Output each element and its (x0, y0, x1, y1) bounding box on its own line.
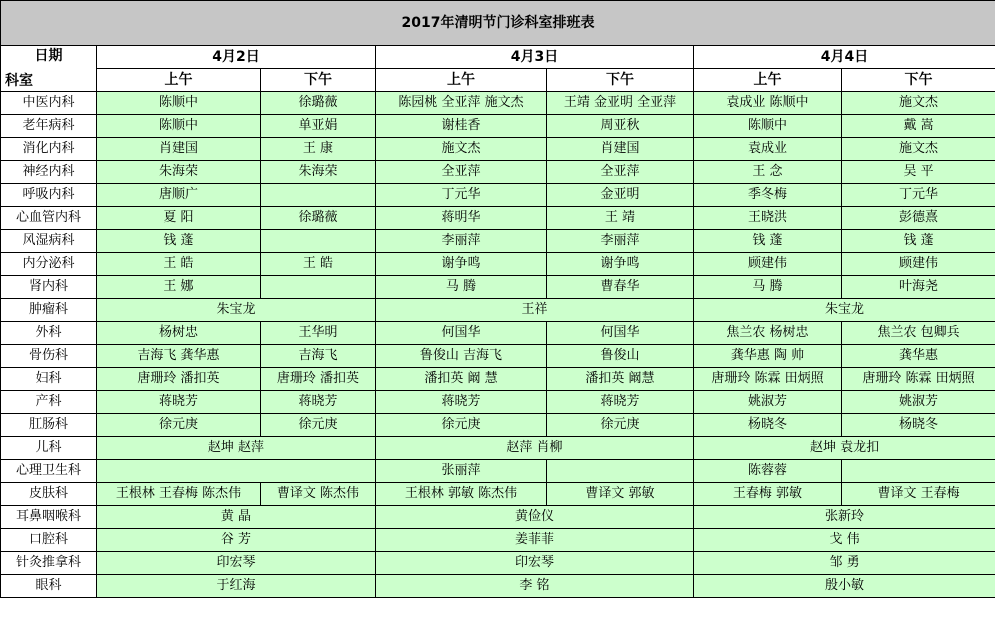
schedule-cell: 赵坤 赵萍 (97, 437, 376, 460)
schedule-cell: 施文杰 (842, 138, 995, 161)
period-header-am: 上午 (376, 69, 547, 92)
schedule-cell: 王根林 王春梅 陈杰伟 (97, 483, 261, 506)
schedule-cell: 王 皓 (261, 253, 376, 276)
table-row (1, 207, 995, 230)
schedule-cell: 施文杰 (376, 138, 547, 161)
schedule-cell: 夏 阳 (97, 207, 261, 230)
schedule-cell: 李 铭 (376, 575, 694, 598)
table-row (1, 92, 995, 115)
schedule-cell: 唐顺广 (97, 184, 261, 207)
schedule-cell: 李丽萍 (376, 230, 547, 253)
period-header-am: 上午 (694, 69, 842, 92)
table-row (1, 552, 995, 575)
schedule-cell: 杨晓冬 (842, 414, 995, 437)
schedule-cell: 徐璐薇 (261, 92, 376, 115)
schedule-cell: 徐璐薇 (261, 207, 376, 230)
schedule-cell: 谢争鸣 (376, 253, 547, 276)
schedule-cell: 肖建国 (547, 138, 694, 161)
schedule-cell (97, 460, 376, 483)
dept-cell: 中医内科 (1, 92, 97, 115)
schedule-cell: 焦兰农 包卿兵 (842, 322, 995, 345)
schedule-cell: 姜菲菲 (376, 529, 694, 552)
schedule-cell: 徐元庚 (97, 414, 261, 437)
dept-cell: 肿瘤科 (1, 299, 97, 322)
schedule-cell: 全亚萍 (376, 161, 547, 184)
schedule-cell: 徐元庚 (261, 414, 376, 437)
schedule-cell (261, 230, 376, 253)
schedule-cell: 何国华 (376, 322, 547, 345)
schedule-cell: 朱海荣 (261, 161, 376, 184)
schedule-cell: 李丽萍 (547, 230, 694, 253)
schedule-cell: 徐元庚 (547, 414, 694, 437)
schedule-cell: 龚华惠 (842, 345, 995, 368)
table-row (1, 345, 995, 368)
table-row (1, 115, 995, 138)
schedule-cell: 季冬梅 (694, 184, 842, 207)
schedule-cell: 马 腾 (694, 276, 842, 299)
schedule-cell: 钱 蓬 (694, 230, 842, 253)
schedule-cell: 谷 芳 (97, 529, 376, 552)
date-label: 日期 (34, 48, 63, 64)
table-row (1, 299, 995, 322)
table-row (1, 161, 995, 184)
schedule-cell: 叶海尧 (842, 276, 995, 299)
schedule-cell: 焦兰农 杨树忠 (694, 322, 842, 345)
schedule-cell: 印宏琴 (97, 552, 376, 575)
schedule-cell: 单亚娟 (261, 115, 376, 138)
schedule-cell: 谢桂香 (376, 115, 547, 138)
schedule-cell: 丁元华 (842, 184, 995, 207)
schedule-cell: 吉海飞 (261, 345, 376, 368)
schedule-cell: 王祥 (376, 299, 694, 322)
period-header-pm: 下午 (842, 69, 995, 92)
schedule-cell: 曹译文 王春梅 (842, 483, 995, 506)
schedule-cell: 钱 蓬 (97, 230, 261, 253)
period-header-pm: 下午 (261, 69, 376, 92)
schedule-cell: 袁成业 (694, 138, 842, 161)
schedule-cell: 王 康 (261, 138, 376, 161)
schedule-cell: 蒋晓芳 (261, 391, 376, 414)
dept-cell: 针灸推拿科 (1, 552, 97, 575)
table-row (1, 368, 995, 391)
schedule-cell: 于红海 (97, 575, 376, 598)
title-row (1, 1, 995, 46)
table-row (1, 460, 995, 483)
table-row (1, 483, 995, 506)
schedule-cell: 何国华 (547, 322, 694, 345)
date-header-1: 4月2日 (97, 46, 376, 69)
table-row (1, 322, 995, 345)
schedule-cell: 曹译文 郭敏 (547, 483, 694, 506)
schedule-cell: 王 皓 (97, 253, 261, 276)
schedule-cell: 印宏琴 (376, 552, 694, 575)
schedule-cell: 龚华惠 陶 帅 (694, 345, 842, 368)
schedule-cell (842, 460, 995, 483)
period-header-am: 上午 (97, 69, 261, 92)
table-row (1, 276, 995, 299)
table-row (1, 391, 995, 414)
table-row (1, 138, 995, 161)
table-row (1, 506, 995, 529)
schedule-cell: 唐珊玲 潘扣英 (261, 368, 376, 391)
schedule-cell (261, 276, 376, 299)
schedule-cell: 王春梅 郭敏 (694, 483, 842, 506)
schedule-cell: 殷小敏 (694, 575, 995, 598)
schedule-cell: 唐珊玲 陈霖 田炳照 (694, 368, 842, 391)
dept-cell: 皮肤科 (1, 483, 97, 506)
schedule-cell: 杨树忠 (97, 322, 261, 345)
period-header-row (1, 69, 995, 92)
schedule-cell: 唐珊玲 潘扣英 (97, 368, 261, 391)
schedule-cell: 陈顺中 (97, 115, 261, 138)
schedule-cell: 王 靖 (547, 207, 694, 230)
date-header-2: 4月3日 (376, 46, 694, 69)
schedule-cell: 顾建伟 (842, 253, 995, 276)
schedule-cell (261, 184, 376, 207)
schedule-cell: 朱宝龙 (694, 299, 995, 322)
schedule-cell: 唐珊玲 陈霖 田炳照 (842, 368, 995, 391)
schedule-cell: 黄 晶 (97, 506, 376, 529)
table-row (1, 414, 995, 437)
date-header-3: 4月4日 (694, 46, 995, 69)
schedule-cell: 朱海荣 (97, 161, 261, 184)
dept-cell: 儿科 (1, 437, 97, 460)
schedule-cell: 肖建国 (97, 138, 261, 161)
table-row (1, 253, 995, 276)
dept-cell: 神经内科 (1, 161, 97, 184)
schedule-cell: 王 念 (694, 161, 842, 184)
schedule-cell: 潘扣英 阚慧 (547, 368, 694, 391)
dept-cell: 外科 (1, 322, 97, 345)
date-header-row (1, 46, 995, 69)
schedule-cell: 赵坤 袁龙扣 (694, 437, 995, 460)
schedule-cell: 戴 嵩 (842, 115, 995, 138)
schedule-cell: 周亚秋 (547, 115, 694, 138)
dept-cell: 耳鼻咽喉科 (1, 506, 97, 529)
dept-cell: 眼科 (1, 575, 97, 598)
dept-cell: 心血管内科 (1, 207, 97, 230)
table-row (1, 230, 995, 253)
schedule-cell (547, 460, 694, 483)
schedule-cell: 吉海飞 龚华惠 (97, 345, 261, 368)
schedule-cell: 王靖 金亚明 全亚萍 (547, 92, 694, 115)
schedule-cell: 蒋晓芳 (376, 391, 547, 414)
dept-cell: 骨伤科 (1, 345, 97, 368)
dept-cell: 心理卫生科 (1, 460, 97, 483)
schedule-cell: 彭德熹 (842, 207, 995, 230)
schedule-cell: 钱 蓬 (842, 230, 995, 253)
dept-cell: 肾内科 (1, 276, 97, 299)
schedule-cell: 邹 勇 (694, 552, 995, 575)
table-row (1, 437, 995, 460)
dept-cell: 产科 (1, 391, 97, 414)
dept-cell: 口腔科 (1, 529, 97, 552)
schedule-cell: 鲁俊山 吉海飞 (376, 345, 547, 368)
corner-header (1, 46, 97, 92)
schedule-cell: 蒋晓芳 (97, 391, 261, 414)
schedule-cell: 王根林 郭敏 陈杰伟 (376, 483, 547, 506)
schedule-cell: 陈园桃 全亚萍 施文杰 (376, 92, 547, 115)
schedule-cell: 戈 伟 (694, 529, 995, 552)
dept-cell: 内分泌科 (1, 253, 97, 276)
dept-cell: 妇科 (1, 368, 97, 391)
schedule-cell: 陈蓉蓉 (694, 460, 842, 483)
schedule-cell: 全亚萍 (547, 161, 694, 184)
period-header-pm: 下午 (547, 69, 694, 92)
schedule-cell: 鲁俊山 (547, 345, 694, 368)
schedule-cell: 姚淑芳 (842, 391, 995, 414)
schedule-cell: 曹译文 陈杰伟 (261, 483, 376, 506)
schedule-cell: 徐元庚 (376, 414, 547, 437)
schedule-cell: 王 娜 (97, 276, 261, 299)
schedule-cell: 金亚明 (547, 184, 694, 207)
schedule-cell: 王华明 (261, 322, 376, 345)
schedule-cell: 马 腾 (376, 276, 547, 299)
dept-label: 科室 (5, 73, 33, 89)
schedule-cell: 赵萍 肖柳 (376, 437, 694, 460)
schedule-cell: 顾建伟 (694, 253, 842, 276)
schedule-cell: 潘扣英 阚 慧 (376, 368, 547, 391)
schedule-cell: 朱宝龙 (97, 299, 376, 322)
schedule-cell: 吴 平 (842, 161, 995, 184)
schedule-cell: 黄俭仪 (376, 506, 694, 529)
schedule-cell: 杨晓冬 (694, 414, 842, 437)
schedule-cell: 施文杰 (842, 92, 995, 115)
schedule-cell: 蒋晓芳 (547, 391, 694, 414)
schedule-cell: 陈顺中 (97, 92, 261, 115)
schedule-cell: 张丽萍 (376, 460, 547, 483)
schedule-cell: 王晓洪 (694, 207, 842, 230)
schedule-cell: 袁成业 陈顺中 (694, 92, 842, 115)
page-title: 2017年清明节门诊科室排班表 (1, 1, 995, 46)
table-row (1, 575, 995, 598)
schedule-cell: 蒋明华 (376, 207, 547, 230)
schedule-cell: 丁元华 (376, 184, 547, 207)
dept-cell: 老年病科 (1, 115, 97, 138)
table-row (1, 529, 995, 552)
schedule-cell: 张新玲 (694, 506, 995, 529)
table-row (1, 184, 995, 207)
dept-cell: 消化内科 (1, 138, 97, 161)
dept-cell: 呼吸内科 (1, 184, 97, 207)
schedule-cell: 陈顺中 (694, 115, 842, 138)
dept-cell: 风湿病科 (1, 230, 97, 253)
schedule-cell: 曹春华 (547, 276, 694, 299)
schedule-cell: 谢争鸣 (547, 253, 694, 276)
schedule-cell: 姚淑芳 (694, 391, 842, 414)
dept-cell: 肛肠科 (1, 414, 97, 437)
